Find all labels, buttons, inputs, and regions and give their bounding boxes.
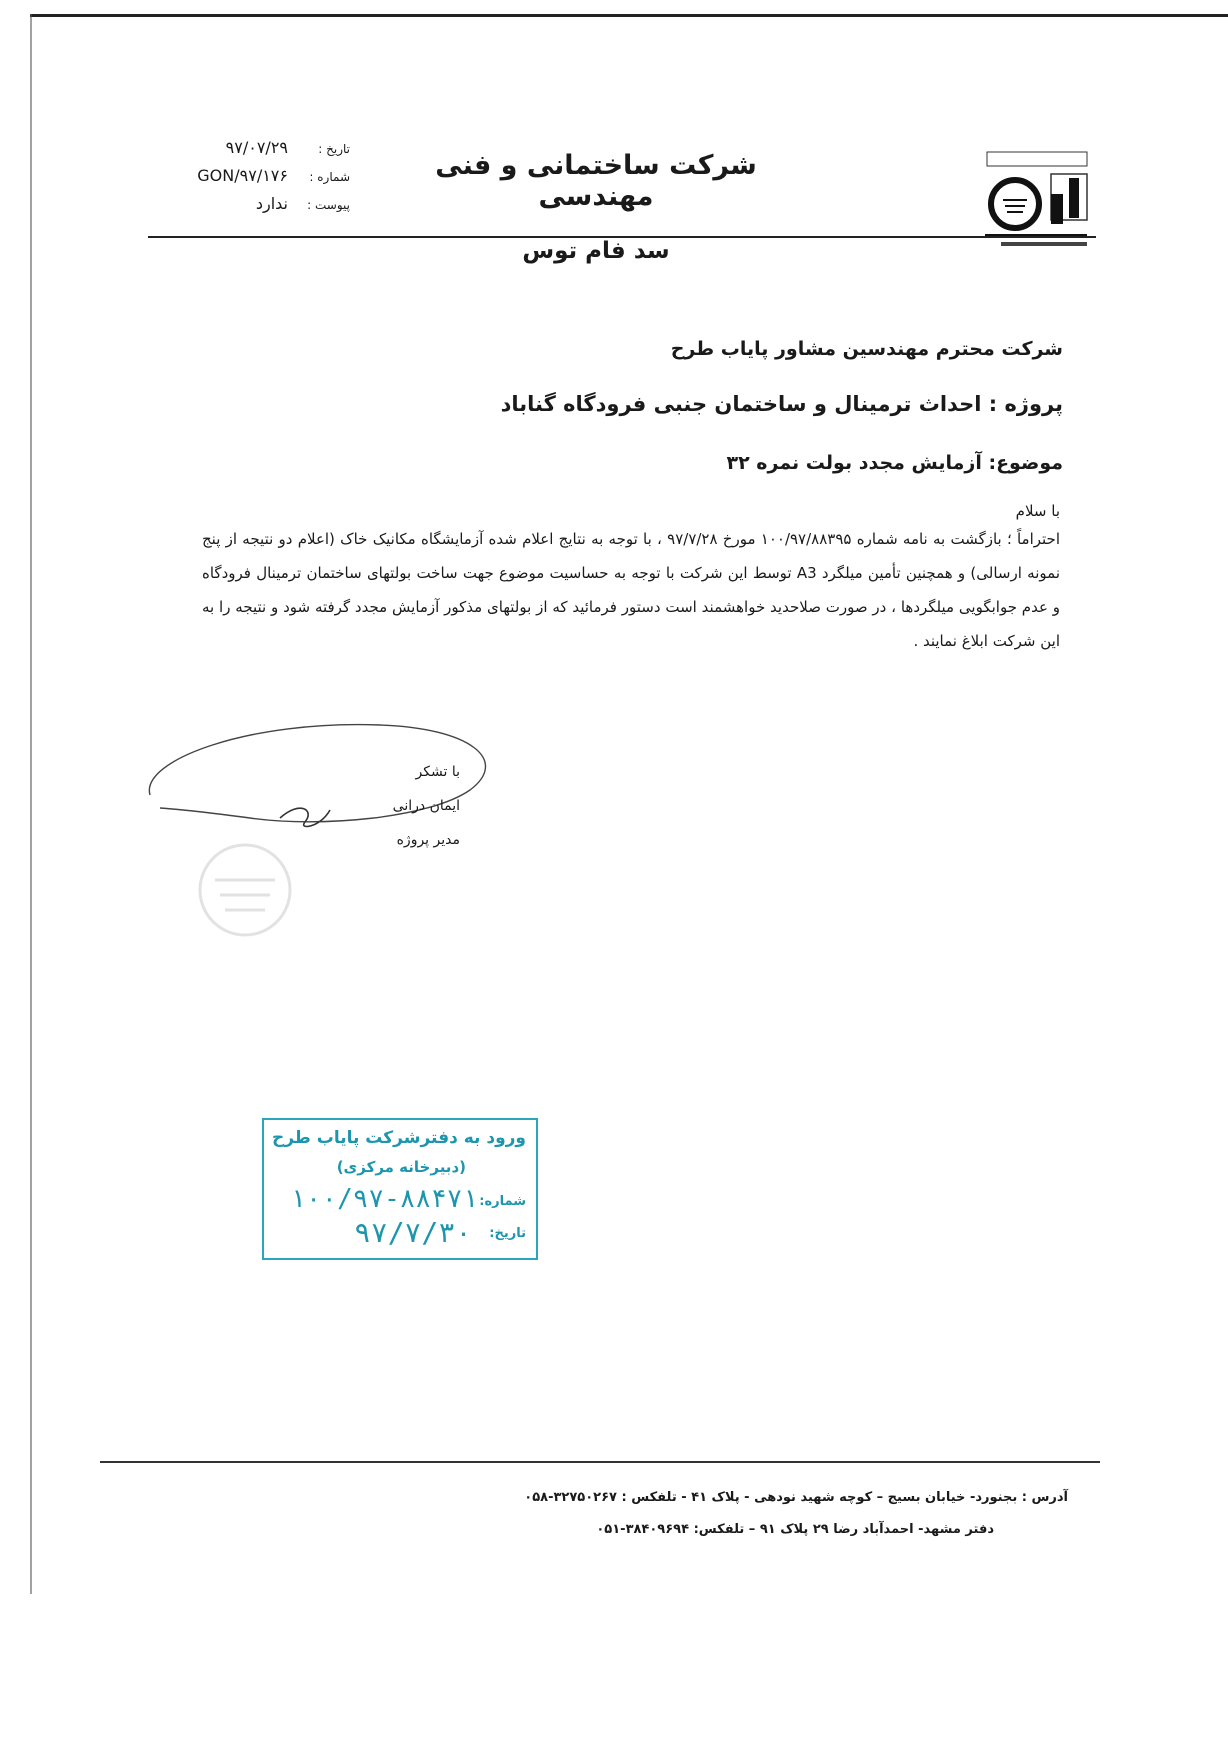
letter-meta bbox=[160, 138, 350, 222]
meta-date-value: ۹۷/۰۷/۲۹ bbox=[225, 138, 288, 157]
closing-block bbox=[300, 764, 460, 866]
meta-number-label: شماره : bbox=[309, 170, 350, 184]
project-line: پروژه : احداث ترمینال و ساختمان جنبی فرودگاه گناباد bbox=[500, 392, 1063, 416]
footer-address-mashhad: دفتر مشهد- احمدآباد رضا ۲۹ پلاک ۹۱ – تلفکس: ۳۸۴۰۹۶۹۴-۰۵۱ bbox=[596, 1522, 994, 1537]
stamp-subtitle: (دبیرخانه مرکزی) bbox=[336, 1158, 466, 1176]
scan-edge-top bbox=[30, 14, 1228, 17]
signer-name: ایمان درانی bbox=[392, 798, 460, 814]
scan-edge-left bbox=[30, 14, 32, 1594]
subject-line: موضوع: آزمایش مجدد بولت نمره ۳۲ bbox=[726, 452, 1063, 474]
signer-role: مدیر پروژه bbox=[396, 832, 460, 848]
stamp-number-value: ۱۰۰/۹۷-۸۸۴۷۱ bbox=[290, 1184, 478, 1214]
meta-attachment-row bbox=[160, 194, 350, 222]
receipt-stamp bbox=[262, 1118, 538, 1260]
meta-date-row bbox=[160, 138, 350, 166]
addressee: شرکت محترم مهندسین مشاور پایاب طرح bbox=[670, 338, 1063, 360]
company-logo-icon bbox=[981, 138, 1093, 266]
meta-number-row bbox=[160, 166, 350, 194]
header-divider bbox=[148, 236, 1096, 238]
company-name: شرکت ساختمانی و فنی مهندسی bbox=[435, 150, 757, 212]
stamp-title: ورود به دفترشرکت پایاب طرح bbox=[271, 1128, 526, 1148]
letterhead bbox=[416, 150, 776, 264]
stamp-date-label: تاریخ: bbox=[489, 1226, 526, 1241]
meta-number-value: GON/۹۷/۱۷۶ bbox=[197, 166, 288, 185]
footer-address-bojnurd: آدرس : بجنورد- خیابان بسیج – کوچه شهید نودهی - پلاک ۴۱ - تلفکس : ۳۲۷۵۰۲۶۷-۰۵۸ bbox=[524, 1490, 1068, 1505]
letter-body: احتراماً ؛ بازگشت به نامه شماره ۱۰۰/۹۷/۸۸۳۹۵ مورخ ۹۷/۷/۲۸ ، با توجه به نتایج اعلام شده آزمایشگاه مکانیک خاک (اعلام دو نتیجه از پنج نمونه ارسالی) و همچنین تأمین میلگرد A3 توسط این شرکت با توجه به حساسیت موضوع جهت ساخت بولتهای ساختمان ترمینال فرودگاه و عدم جوابگویی میلگردها ، در صورت صلاحدید خواهشمند است دستور فرمائید که از بولتهای مذکور آزمایش مجدد گرفته شود و نتیجه را به این شرکت ابلاغ نمایند . bbox=[202, 530, 1060, 650]
meta-attachment-label: پیوست : bbox=[307, 198, 350, 212]
meta-date-label: تاریخ : bbox=[318, 142, 350, 156]
company-subtitle: سد فام توس bbox=[522, 238, 670, 264]
faint-seal-icon bbox=[190, 830, 300, 950]
stamp-date-value: ۹۷/۷/۳۰ bbox=[353, 1216, 472, 1249]
footer-divider bbox=[100, 1461, 1100, 1463]
stamp-number-label: شماره: bbox=[479, 1194, 526, 1209]
meta-attachment-value: ندارد bbox=[255, 194, 288, 213]
closing-thanks: با تشکر bbox=[415, 764, 460, 780]
greeting: با سلام bbox=[1015, 502, 1060, 520]
